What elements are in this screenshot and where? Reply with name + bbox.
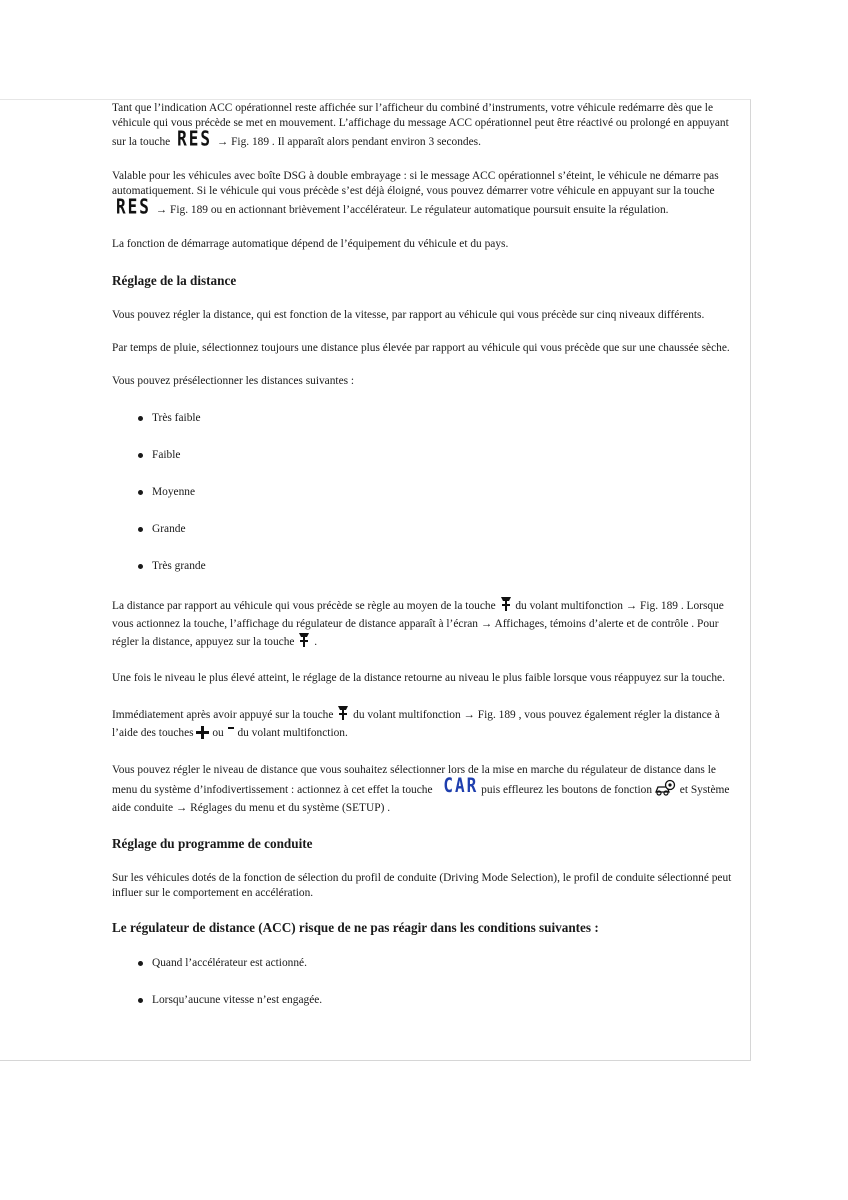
paragraph-distance-button	[112, 596, 738, 653]
distance-button-icon	[336, 705, 350, 726]
paragraph-text: du volant multifonction → Fig. 189 . Lorsque vous actionnez la touche, l’affichage du régulateur de distance apparaît à l’écran → Affichages, témoins d’alerte et de contrôle . Pour régler la distance, appuyez sur la touche	[112, 600, 724, 648]
document-body	[112, 101, 738, 1008]
paragraph-text: Immédiatement après avoir appuyé sur la touche	[112, 709, 334, 721]
paragraph-max-level: Une fois le niveau le plus élevé atteint, le réglage de la distance retourne au niveau le plus faible lorsque vous réappuyez sur la touche.	[112, 672, 725, 684]
paragraph-text: du volant multifonction.	[237, 727, 348, 739]
list-item: Moyenne	[112, 485, 738, 500]
distance-list	[112, 411, 738, 574]
heading-acc-limits: Le régulateur de distance (ACC) risque de ne pas réagir dans les conditions suivantes :	[112, 920, 599, 935]
list-item: Lorsqu’aucune vitesse n’est engagée.	[112, 993, 738, 1008]
heading-driving-programme: Réglage du programme de conduite	[112, 836, 313, 851]
res-button-icon: RES	[177, 126, 212, 151]
paragraph-text: La distance par rapport au véhicule qui vous précède se règle au moyen de la touche	[112, 600, 496, 612]
car-settings-icon	[655, 779, 677, 801]
paragraph-text: Valable pour les véhicules avec boîte DSG à double embrayage : si le message ACC opérationnel s’éteint, le véhicule ne démarre pas automatiquement. Si le véhicule qui vous précède s’est déjà éloigné, vous pouvez démarrer votre véhicule en appuyant sur la touche	[112, 170, 719, 197]
list-item: Grande	[112, 522, 738, 537]
paragraph-text: Tant que l’indication ACC opérationnel reste affichée sur l’afficheur du combiné d’instruments, votre véhicule redémarre dès que le véhicule qui vous précède se met en mouvement. L’affichage du message ACC opérationnel peut être réactivé ou prolongé en appuyant sur la touche	[112, 102, 729, 148]
res-button-icon: RES	[116, 194, 151, 219]
list-item: Quand l’accélérateur est actionné.	[112, 956, 738, 971]
paragraph-acc-operational	[112, 101, 738, 150]
paragraph-text: .	[314, 636, 318, 648]
list-item: Très faible	[112, 411, 738, 426]
paragraph-dsg	[112, 169, 738, 218]
paragraph-text: → Fig. 189 ou en actionnant brièvement l’accélérateur. Le régulateur automatique poursuit ensuite la régulation.	[155, 204, 669, 216]
paragraph-infotainment	[112, 763, 738, 816]
heading-distance: Réglage de la distance	[112, 273, 237, 288]
distance-button-icon	[499, 596, 513, 617]
paragraph-text: et Système aide conduite → Réglages du menu et du système (SETUP) .	[112, 784, 730, 814]
paragraph-preselect: Vous pouvez présélectionner les distances suivantes :	[112, 375, 355, 387]
list-item: Faible	[112, 448, 738, 463]
conditions-list	[112, 956, 738, 1008]
paragraph-distance-levels: Vous pouvez régler la distance, qui est fonction de la vitesse, par rapport au véhicule qui vous précède sur cinq niveaux différents.	[112, 309, 705, 321]
paragraph-text: Vous pouvez régler le niveau de distance que vous souhaitez sélectionner lors de la mise en marche du régulateur de distance dans le menu du système d’infodivertissement : actionnez à cet effet la touche	[112, 764, 716, 796]
paragraph-plus-minus	[112, 705, 738, 744]
distance-button-icon	[297, 632, 311, 653]
paragraph-rain: Par temps de pluie, sélectionnez toujours une distance plus élevée par rapport au véhicule qui vous précède que sur une chaussée sèche.	[112, 342, 730, 354]
paragraph-auto-start: La fonction de démarrage automatique dépend de l’équipement du véhicule et du pays.	[112, 238, 509, 250]
paragraph-text: ou	[212, 727, 224, 739]
car-button-icon: CAR	[443, 774, 479, 797]
list-item: Très grande	[112, 559, 738, 574]
plus-icon	[196, 726, 209, 744]
minus-icon	[227, 726, 235, 744]
paragraph-text: puis effleurez les boutons de fonction	[481, 784, 653, 796]
paragraph-text: → Fig. 189 . Il apparaît alors pendant environ 3 secondes.	[216, 136, 481, 148]
paragraph-driving-mode: Sur les véhicules dotés de la fonction de sélection du profil de conduite (Driving Mode Selection), le profil de conduite sélectionné peut influer sur le comportement en accélération.	[112, 872, 732, 899]
paragraph-text: du volant multifonction → Fig. 189 , vous pouvez également régler la distance à l’aide des touches	[112, 709, 720, 739]
